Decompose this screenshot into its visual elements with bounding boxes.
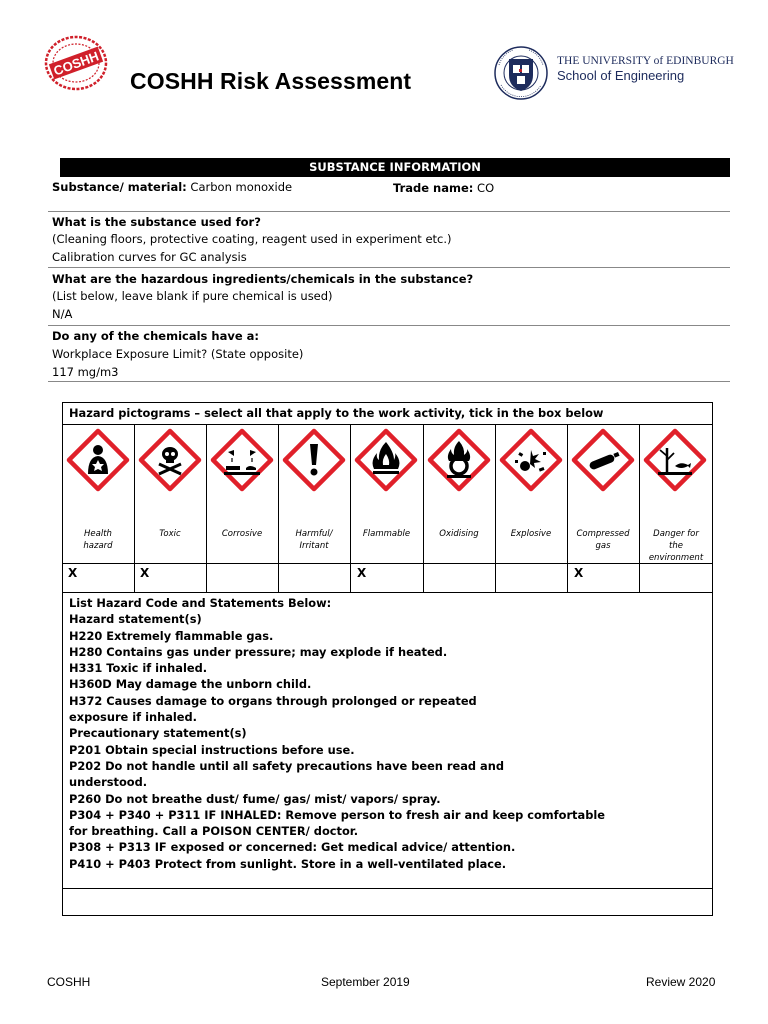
use-question: What is the substance used for? [52, 215, 261, 229]
university-seal-icon [493, 45, 549, 101]
statement-line: P260 Do not breathe dust/ fume/ gas/ mist/ vapors/ spray. [69, 791, 441, 806]
statement-line: H372 Causes damage to organs through prolonged or repeated [69, 693, 477, 708]
statement-line: H360D May damage the unborn child. [69, 677, 312, 692]
tick-box-corrosive[interactable] [212, 566, 272, 586]
health-hazard-icon [66, 428, 130, 492]
statement-line: P201 Obtain special instructions before use. [69, 742, 355, 757]
divider [48, 211, 730, 212]
grid-line [278, 424, 279, 592]
grid-line [62, 592, 713, 593]
statement-line: P410 + P403 Protect from sunlight. Store in a well-ventilated place. [69, 856, 507, 871]
exposure-limit-question: Do any of the chemicals have a: [52, 329, 259, 343]
divider [48, 381, 730, 382]
statement-line: exposure if inhaled. [69, 710, 197, 725]
statement-line: P308 + P313 IF exposed or concerned: Get medical advice/ attention. [69, 840, 516, 855]
stamp-text: COSHH [51, 48, 101, 79]
trade-name-row [393, 181, 494, 195]
grid-line [134, 424, 135, 592]
hazard-heading: Hazard pictograms – select all that apply to the work activity, tick in the box below [69, 406, 604, 420]
statement-line: understood. [69, 775, 148, 790]
tick-box-environment[interactable] [645, 566, 707, 586]
grid-line [423, 424, 424, 592]
oxidising-icon [427, 428, 491, 492]
grid-line [567, 424, 568, 592]
footer-date: September 2019 [321, 975, 410, 989]
statement-line: for breathing. Call a POISON CENTER/ doctor. [69, 824, 359, 839]
substance-label: Substance/ material: [52, 180, 187, 194]
statement-line: H331 Toxic if inhaled. [69, 661, 208, 676]
grid-line [639, 424, 640, 592]
pictogram-label-toxic: Toxic [159, 529, 181, 539]
grid-line [350, 424, 351, 592]
empty-notes-cell[interactable] [63, 889, 712, 915]
substance-row [52, 180, 292, 194]
corrosive-icon [210, 428, 274, 492]
pictogram-label-explosive: Explosive [510, 529, 552, 539]
pictogram-label-health-hazard: Health hazard [83, 529, 113, 551]
grid-line [62, 563, 713, 564]
trade-name-value: CO [477, 181, 495, 195]
trade-name-label: Trade name: [393, 181, 474, 195]
compressed-gas-icon [571, 428, 635, 492]
pictogram-label-flammable: Flammable [362, 529, 411, 539]
statement-line: P202 Do not handle until all safety precautions have been read and [69, 758, 504, 773]
harmful-exclamation-icon [282, 428, 346, 492]
tick-box-explosive[interactable] [501, 566, 561, 586]
substance-section-title: SUBSTANCE INFORMATION [60, 158, 730, 177]
university-name: THE UNIVERSITY of EDINBURGH [557, 55, 734, 67]
coshh-stamp-logo [42, 33, 110, 93]
pictogram-label-oxidising: Oxidising [439, 529, 479, 539]
statement-line: P304 + P340 + P311 IF INHALED: Remove person to fresh air and keep comfortable [69, 807, 605, 822]
grid-line [495, 424, 496, 592]
statement-line: List Hazard Code and Statements Below: [69, 596, 332, 610]
substance-value: Carbon monoxide [190, 180, 293, 194]
toxic-skull-icon [138, 428, 202, 492]
flammable-flame-icon [354, 428, 418, 492]
page-title: COSHH Risk Assessment [130, 68, 412, 94]
pictogram-label-compressed-gas: Compressed gas [576, 529, 630, 551]
statement-line: H280 Contains gas under pressure; may explode if heated. [69, 644, 448, 659]
tick-box-harmful[interactable] [284, 566, 344, 586]
tick-box-health-hazard[interactable]: X [68, 566, 78, 580]
statement-line: H220 Extremely flammable gas. [69, 628, 274, 643]
explosive-icon [499, 428, 563, 492]
tick-box-toxic[interactable]: X [140, 566, 150, 580]
tick-box-flammable[interactable]: X [357, 566, 367, 580]
tick-box-oxidising[interactable] [429, 566, 489, 586]
environment-hazard-icon [643, 428, 707, 492]
pictogram-label-corrosive: Corrosive [221, 529, 263, 539]
ingredients-answer: N/A [52, 307, 73, 321]
pictogram-label-environment: Danger for the environment [648, 529, 704, 563]
statement-line: Precautionary statement(s) [69, 726, 247, 741]
tick-box-compressed-gas[interactable]: X [574, 566, 584, 580]
divider [48, 267, 730, 268]
grid-line [206, 424, 207, 592]
ingredients-question: What are the hazardous ingredients/chemicals in the substance? [52, 272, 474, 286]
ingredients-hint: (List below, leave blank if pure chemical is used) [52, 289, 333, 303]
pictogram-label-harmful: Harmful/ Irritant [295, 529, 333, 551]
footer-review: Review 2020 [646, 975, 716, 989]
hazard-statements [69, 595, 629, 872]
statement-line: Hazard statement(s) [69, 612, 202, 627]
divider [48, 325, 730, 326]
school-name: School of Engineering [557, 68, 685, 83]
use-hint: (Cleaning floors, protective coating, reagent used in experiment etc.) [52, 232, 452, 246]
grid-line [62, 424, 713, 425]
use-answer: Calibration curves for GC analysis [52, 250, 247, 264]
exposure-limit-answer: 117 mg/m3 [52, 365, 119, 379]
exposure-limit-hint: Workplace Exposure Limit? (State opposite) [52, 347, 304, 361]
footer-left: COSHH [47, 975, 91, 989]
